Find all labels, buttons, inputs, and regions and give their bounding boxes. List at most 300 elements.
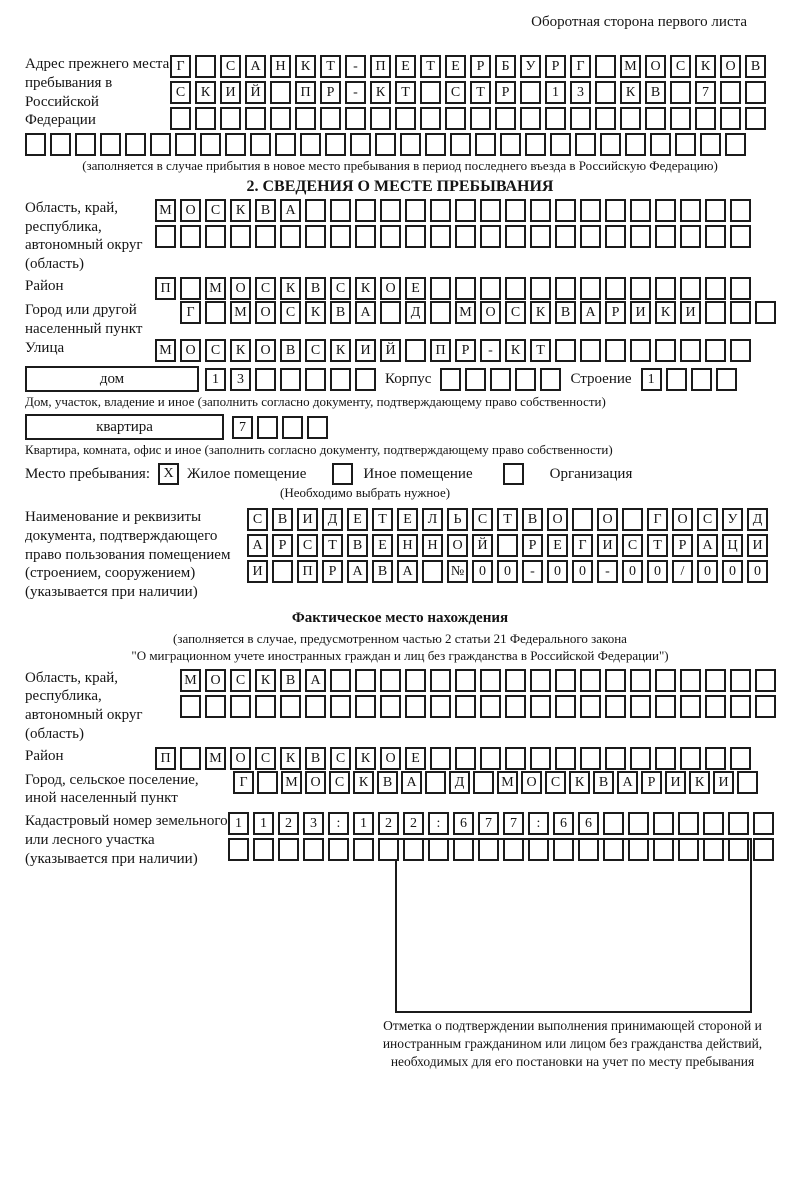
char-cell — [495, 107, 516, 130]
region-row-1 — [155, 199, 751, 222]
char-cell — [428, 838, 449, 861]
char-cell — [395, 107, 416, 130]
char-cell: Е — [547, 534, 568, 557]
char-cell: Т — [530, 339, 551, 362]
actual-district-block — [25, 747, 775, 770]
char-cell: С — [205, 339, 226, 362]
char-cell: А — [355, 301, 376, 324]
char-cell: О — [255, 339, 276, 362]
char-cell: И — [747, 534, 768, 557]
char-cell — [430, 695, 451, 718]
char-cell — [180, 747, 201, 770]
char-cell — [705, 339, 726, 362]
char-cell — [255, 695, 276, 718]
char-cell: О — [230, 277, 251, 300]
actual-location-title: Фактическое место нахождения — [291, 609, 509, 626]
char-cell — [355, 368, 376, 391]
char-cell — [520, 107, 541, 130]
char-cell — [355, 669, 376, 692]
cadastral-grid — [228, 812, 774, 861]
prev-address-row-1 — [170, 55, 766, 78]
char-cell: 0 — [622, 560, 643, 583]
char-cell — [595, 107, 616, 130]
char-cell — [275, 133, 296, 156]
char-cell — [625, 133, 646, 156]
char-cell — [691, 368, 712, 391]
ownership-document-block — [25, 508, 775, 602]
char-cell: О — [521, 771, 542, 794]
char-cell — [622, 508, 643, 531]
char-cell: К — [280, 277, 301, 300]
char-cell: И — [355, 339, 376, 362]
char-cell — [580, 277, 601, 300]
char-cell: М — [155, 199, 176, 222]
district-row — [155, 277, 751, 300]
char-cell — [455, 225, 476, 248]
char-cell: В — [305, 277, 326, 300]
char-cell: У — [520, 55, 541, 78]
char-cell: С — [255, 277, 276, 300]
char-cell — [572, 508, 593, 531]
char-cell — [320, 107, 341, 130]
char-cell: Н — [422, 534, 443, 557]
char-cell: - — [480, 339, 501, 362]
char-cell: Р — [545, 55, 566, 78]
char-cell — [300, 133, 321, 156]
char-cell — [515, 368, 536, 391]
char-cell — [605, 747, 626, 770]
char-cell — [200, 133, 221, 156]
char-cell: Т — [497, 508, 518, 531]
char-cell: Г — [570, 55, 591, 78]
char-cell — [630, 747, 651, 770]
char-cell — [307, 416, 328, 439]
char-cell — [455, 669, 476, 692]
char-cell: 0 — [547, 560, 568, 583]
char-cell — [303, 838, 324, 861]
char-cell — [245, 107, 266, 130]
char-cell: В — [745, 55, 766, 78]
char-cell — [580, 199, 601, 222]
char-cell: 3 — [570, 81, 591, 104]
char-cell — [480, 669, 501, 692]
region-grid — [155, 199, 751, 248]
stroenie-row — [641, 368, 737, 391]
char-cell — [580, 695, 601, 718]
char-cell — [25, 133, 46, 156]
char-cell: А — [580, 301, 601, 324]
char-cell — [75, 133, 96, 156]
char-cell — [540, 368, 561, 391]
char-cell — [580, 225, 601, 248]
char-cell — [430, 225, 451, 248]
char-cell — [505, 277, 526, 300]
char-cell: Д — [322, 508, 343, 531]
char-cell — [505, 225, 526, 248]
char-cell: : — [428, 812, 449, 835]
char-cell: Е — [372, 534, 393, 557]
char-cell — [253, 838, 274, 861]
char-cell: Е — [445, 55, 466, 78]
char-cell: 1 — [641, 368, 662, 391]
char-cell: А — [245, 55, 266, 78]
char-cell — [255, 225, 276, 248]
char-cell: П — [155, 747, 176, 770]
char-cell — [580, 747, 601, 770]
char-cell: С — [472, 508, 493, 531]
char-cell: Т — [395, 81, 416, 104]
document-row-1 — [247, 508, 768, 531]
street-row — [155, 339, 751, 362]
char-cell — [630, 695, 651, 718]
char-cell: С — [280, 301, 301, 324]
char-cell: С — [622, 534, 643, 557]
char-cell — [705, 277, 726, 300]
char-cell — [405, 339, 426, 362]
char-cell — [430, 747, 451, 770]
char-cell — [280, 368, 301, 391]
char-cell — [403, 838, 424, 861]
char-cell: О — [305, 771, 326, 794]
char-cell: М — [205, 277, 226, 300]
char-cell: К — [569, 771, 590, 794]
char-cell: И — [220, 81, 241, 104]
char-cell: О — [547, 508, 568, 531]
char-cell: О — [645, 55, 666, 78]
actual-city-block — [25, 771, 775, 809]
char-cell: / — [672, 560, 693, 583]
char-cell — [355, 695, 376, 718]
char-cell: 0 — [497, 560, 518, 583]
char-cell: М — [455, 301, 476, 324]
char-cell — [272, 560, 293, 583]
char-cell — [655, 199, 676, 222]
char-cell: К — [355, 747, 376, 770]
char-cell — [380, 199, 401, 222]
char-cell: В — [330, 301, 351, 324]
char-cell — [195, 107, 216, 130]
char-cell — [655, 277, 676, 300]
char-cell — [730, 277, 751, 300]
char-cell — [678, 838, 699, 861]
char-cell — [405, 225, 426, 248]
char-cell — [555, 669, 576, 692]
stay-type-block — [25, 463, 775, 485]
char-cell — [755, 669, 776, 692]
char-cell — [195, 55, 216, 78]
char-cell — [680, 277, 701, 300]
option-organization-label: Организация — [549, 465, 633, 482]
char-cell: С — [305, 339, 326, 362]
char-cell — [655, 225, 676, 248]
cadastral-row-2 — [228, 838, 774, 861]
char-cell — [630, 339, 651, 362]
char-cell — [230, 695, 251, 718]
char-cell: П — [430, 339, 451, 362]
actual-region-grid — [180, 669, 776, 718]
char-cell — [530, 669, 551, 692]
char-cell — [380, 669, 401, 692]
char-cell — [255, 368, 276, 391]
char-cell: Е — [397, 508, 418, 531]
char-cell — [505, 695, 526, 718]
char-cell — [703, 812, 724, 835]
char-cell: С — [545, 771, 566, 794]
char-cell — [528, 838, 549, 861]
char-cell — [520, 81, 541, 104]
char-cell — [703, 838, 724, 861]
char-cell — [270, 107, 291, 130]
char-cell: К — [655, 301, 676, 324]
char-cell: Р — [470, 55, 491, 78]
char-cell — [605, 339, 626, 362]
char-cell — [655, 747, 676, 770]
char-cell — [720, 107, 741, 130]
char-cell: П — [295, 81, 316, 104]
char-cell — [430, 199, 451, 222]
char-cell: Т — [647, 534, 668, 557]
char-cell — [480, 695, 501, 718]
char-cell — [380, 695, 401, 718]
char-cell: Е — [395, 55, 416, 78]
prev-address-label: Адрес прежнего места пребывания в Российской Федерации — [25, 56, 170, 129]
char-cell: - — [522, 560, 543, 583]
char-cell: Е — [347, 508, 368, 531]
char-cell — [500, 133, 521, 156]
char-cell: Р — [272, 534, 293, 557]
char-cell — [430, 669, 451, 692]
char-cell: О — [480, 301, 501, 324]
char-cell — [505, 747, 526, 770]
char-cell — [730, 695, 751, 718]
region-label: Область, край, республика, автономный округ (область) — [25, 199, 143, 273]
char-cell — [405, 695, 426, 718]
char-cell — [230, 225, 251, 248]
char-cell: В — [280, 339, 301, 362]
char-cell: С — [697, 508, 718, 531]
actual-region-block — [25, 669, 775, 744]
stay-type-label: Место пребывания: — [25, 465, 150, 482]
char-cell — [605, 669, 626, 692]
char-cell: А — [397, 560, 418, 583]
section2-title: 2. СВЕДЕНИЯ О МЕСТЕ ПРЕБЫВАНИЯ — [246, 177, 554, 195]
char-cell — [728, 838, 749, 861]
char-cell: Л — [422, 508, 443, 531]
checkbox-other-premises — [332, 463, 353, 485]
char-cell: С — [329, 771, 350, 794]
region-block — [25, 199, 775, 274]
char-cell: 1 — [545, 81, 566, 104]
char-cell — [490, 368, 511, 391]
char-cell: 1 — [228, 812, 249, 835]
char-cell — [605, 199, 626, 222]
char-cell: - — [597, 560, 618, 583]
char-cell: С — [505, 301, 526, 324]
char-cell: О — [180, 339, 201, 362]
prev-address-block — [25, 55, 775, 130]
char-cell — [305, 368, 326, 391]
char-cell — [605, 695, 626, 718]
char-cell: 2 — [403, 812, 424, 835]
char-cell — [420, 107, 441, 130]
char-cell: С — [670, 55, 691, 78]
char-cell — [400, 133, 421, 156]
char-cell — [282, 416, 303, 439]
char-cell: А — [247, 534, 268, 557]
apartment-caption: Квартира, комната, офис и иное (заполнить согласно документу, подтверждающему право собственности) — [25, 442, 613, 458]
char-cell — [355, 199, 376, 222]
char-cell — [745, 107, 766, 130]
char-cell — [480, 747, 501, 770]
char-cell — [330, 199, 351, 222]
char-cell — [405, 669, 426, 692]
char-cell — [370, 107, 391, 130]
char-cell — [155, 225, 176, 248]
char-cell — [330, 695, 351, 718]
char-cell: Г — [233, 771, 254, 794]
char-cell: К — [305, 301, 326, 324]
char-cell: О — [672, 508, 693, 531]
char-cell — [525, 133, 546, 156]
char-cell: К — [353, 771, 374, 794]
char-cell: М — [281, 771, 302, 794]
char-cell — [753, 812, 774, 835]
char-cell: А — [347, 560, 368, 583]
char-cell: : — [328, 812, 349, 835]
char-cell: Р — [522, 534, 543, 557]
char-cell — [630, 225, 651, 248]
char-cell — [675, 133, 696, 156]
char-cell: М — [230, 301, 251, 324]
char-cell — [555, 199, 576, 222]
option-other-premises-label: Иное помещение — [363, 465, 473, 482]
char-cell: О — [380, 747, 401, 770]
char-cell: И — [597, 534, 618, 557]
char-cell — [705, 225, 726, 248]
char-cell — [295, 107, 316, 130]
char-cell — [730, 199, 751, 222]
char-cell: К — [370, 81, 391, 104]
char-cell: О — [380, 277, 401, 300]
char-cell: 1 — [253, 812, 274, 835]
char-cell: Р — [641, 771, 662, 794]
char-cell — [620, 107, 641, 130]
char-cell — [480, 225, 501, 248]
region-row-2 — [155, 225, 751, 248]
korpus-row — [440, 368, 561, 391]
char-cell: А — [401, 771, 422, 794]
char-cell — [380, 225, 401, 248]
char-cell: С — [220, 55, 241, 78]
char-cell — [555, 277, 576, 300]
char-cell: О — [255, 301, 276, 324]
char-cell: С — [297, 534, 318, 557]
apartment-block — [25, 414, 775, 440]
char-cell: И — [665, 771, 686, 794]
char-cell: В — [522, 508, 543, 531]
confirmation-stamp-box — [395, 838, 752, 1013]
char-cell — [530, 695, 551, 718]
char-cell — [473, 771, 494, 794]
char-cell — [278, 838, 299, 861]
char-cell: И — [630, 301, 651, 324]
char-cell — [270, 81, 291, 104]
checkbox-residential: X — [158, 463, 179, 485]
char-cell — [345, 107, 366, 130]
char-cell — [257, 416, 278, 439]
char-cell: 0 — [697, 560, 718, 583]
actual-district-row — [155, 747, 751, 770]
char-cell — [375, 133, 396, 156]
char-cell — [503, 838, 524, 861]
char-cell — [530, 225, 551, 248]
prev-address-caption: (заполняется в случае прибытия в новое место пребывания в период последнего въезда в Российскую Федерацию) — [82, 158, 718, 173]
char-cell — [205, 301, 226, 324]
char-cell: 7 — [503, 812, 524, 835]
char-cell: Р — [455, 339, 476, 362]
char-cell — [455, 199, 476, 222]
stay-type-caption: (Необходимо выбрать нужное) — [280, 485, 451, 501]
char-cell: В — [645, 81, 666, 104]
char-cell: Т — [470, 81, 491, 104]
char-cell: И — [680, 301, 701, 324]
char-cell — [595, 55, 616, 78]
char-cell: Е — [405, 747, 426, 770]
prev-address-row-2 — [170, 81, 766, 104]
char-cell — [505, 669, 526, 692]
char-cell — [605, 277, 626, 300]
char-cell — [555, 747, 576, 770]
house-field-label: дом — [25, 366, 199, 392]
char-cell — [705, 669, 726, 692]
char-cell — [653, 812, 674, 835]
char-cell — [555, 695, 576, 718]
char-cell: П — [297, 560, 318, 583]
char-cell: В — [305, 747, 326, 770]
char-cell — [175, 133, 196, 156]
char-cell: 7 — [478, 812, 499, 835]
char-cell: К — [505, 339, 526, 362]
page-side-note: Оборотная сторона первого листа — [531, 14, 747, 30]
char-cell — [655, 695, 676, 718]
char-cell — [578, 838, 599, 861]
char-cell — [530, 199, 551, 222]
char-cell: К — [620, 81, 641, 104]
char-cell — [705, 199, 726, 222]
char-cell: В — [255, 199, 276, 222]
char-cell: Т — [420, 55, 441, 78]
checkbox-organization — [503, 463, 524, 485]
cadastral-row-1 — [228, 812, 774, 835]
char-cell: - — [345, 55, 366, 78]
char-cell: М — [497, 771, 518, 794]
char-cell: Г — [170, 55, 191, 78]
char-cell: С — [230, 669, 251, 692]
char-cell: С — [170, 81, 191, 104]
char-cell: 0 — [747, 560, 768, 583]
char-cell — [745, 81, 766, 104]
char-cell: 6 — [578, 812, 599, 835]
char-cell: К — [255, 669, 276, 692]
char-cell — [330, 225, 351, 248]
actual-district-label: Район — [25, 747, 64, 764]
char-cell — [630, 669, 651, 692]
char-cell — [555, 339, 576, 362]
char-cell: А — [697, 534, 718, 557]
char-cell: 3 — [230, 368, 251, 391]
char-cell: К — [530, 301, 551, 324]
char-cell — [728, 812, 749, 835]
